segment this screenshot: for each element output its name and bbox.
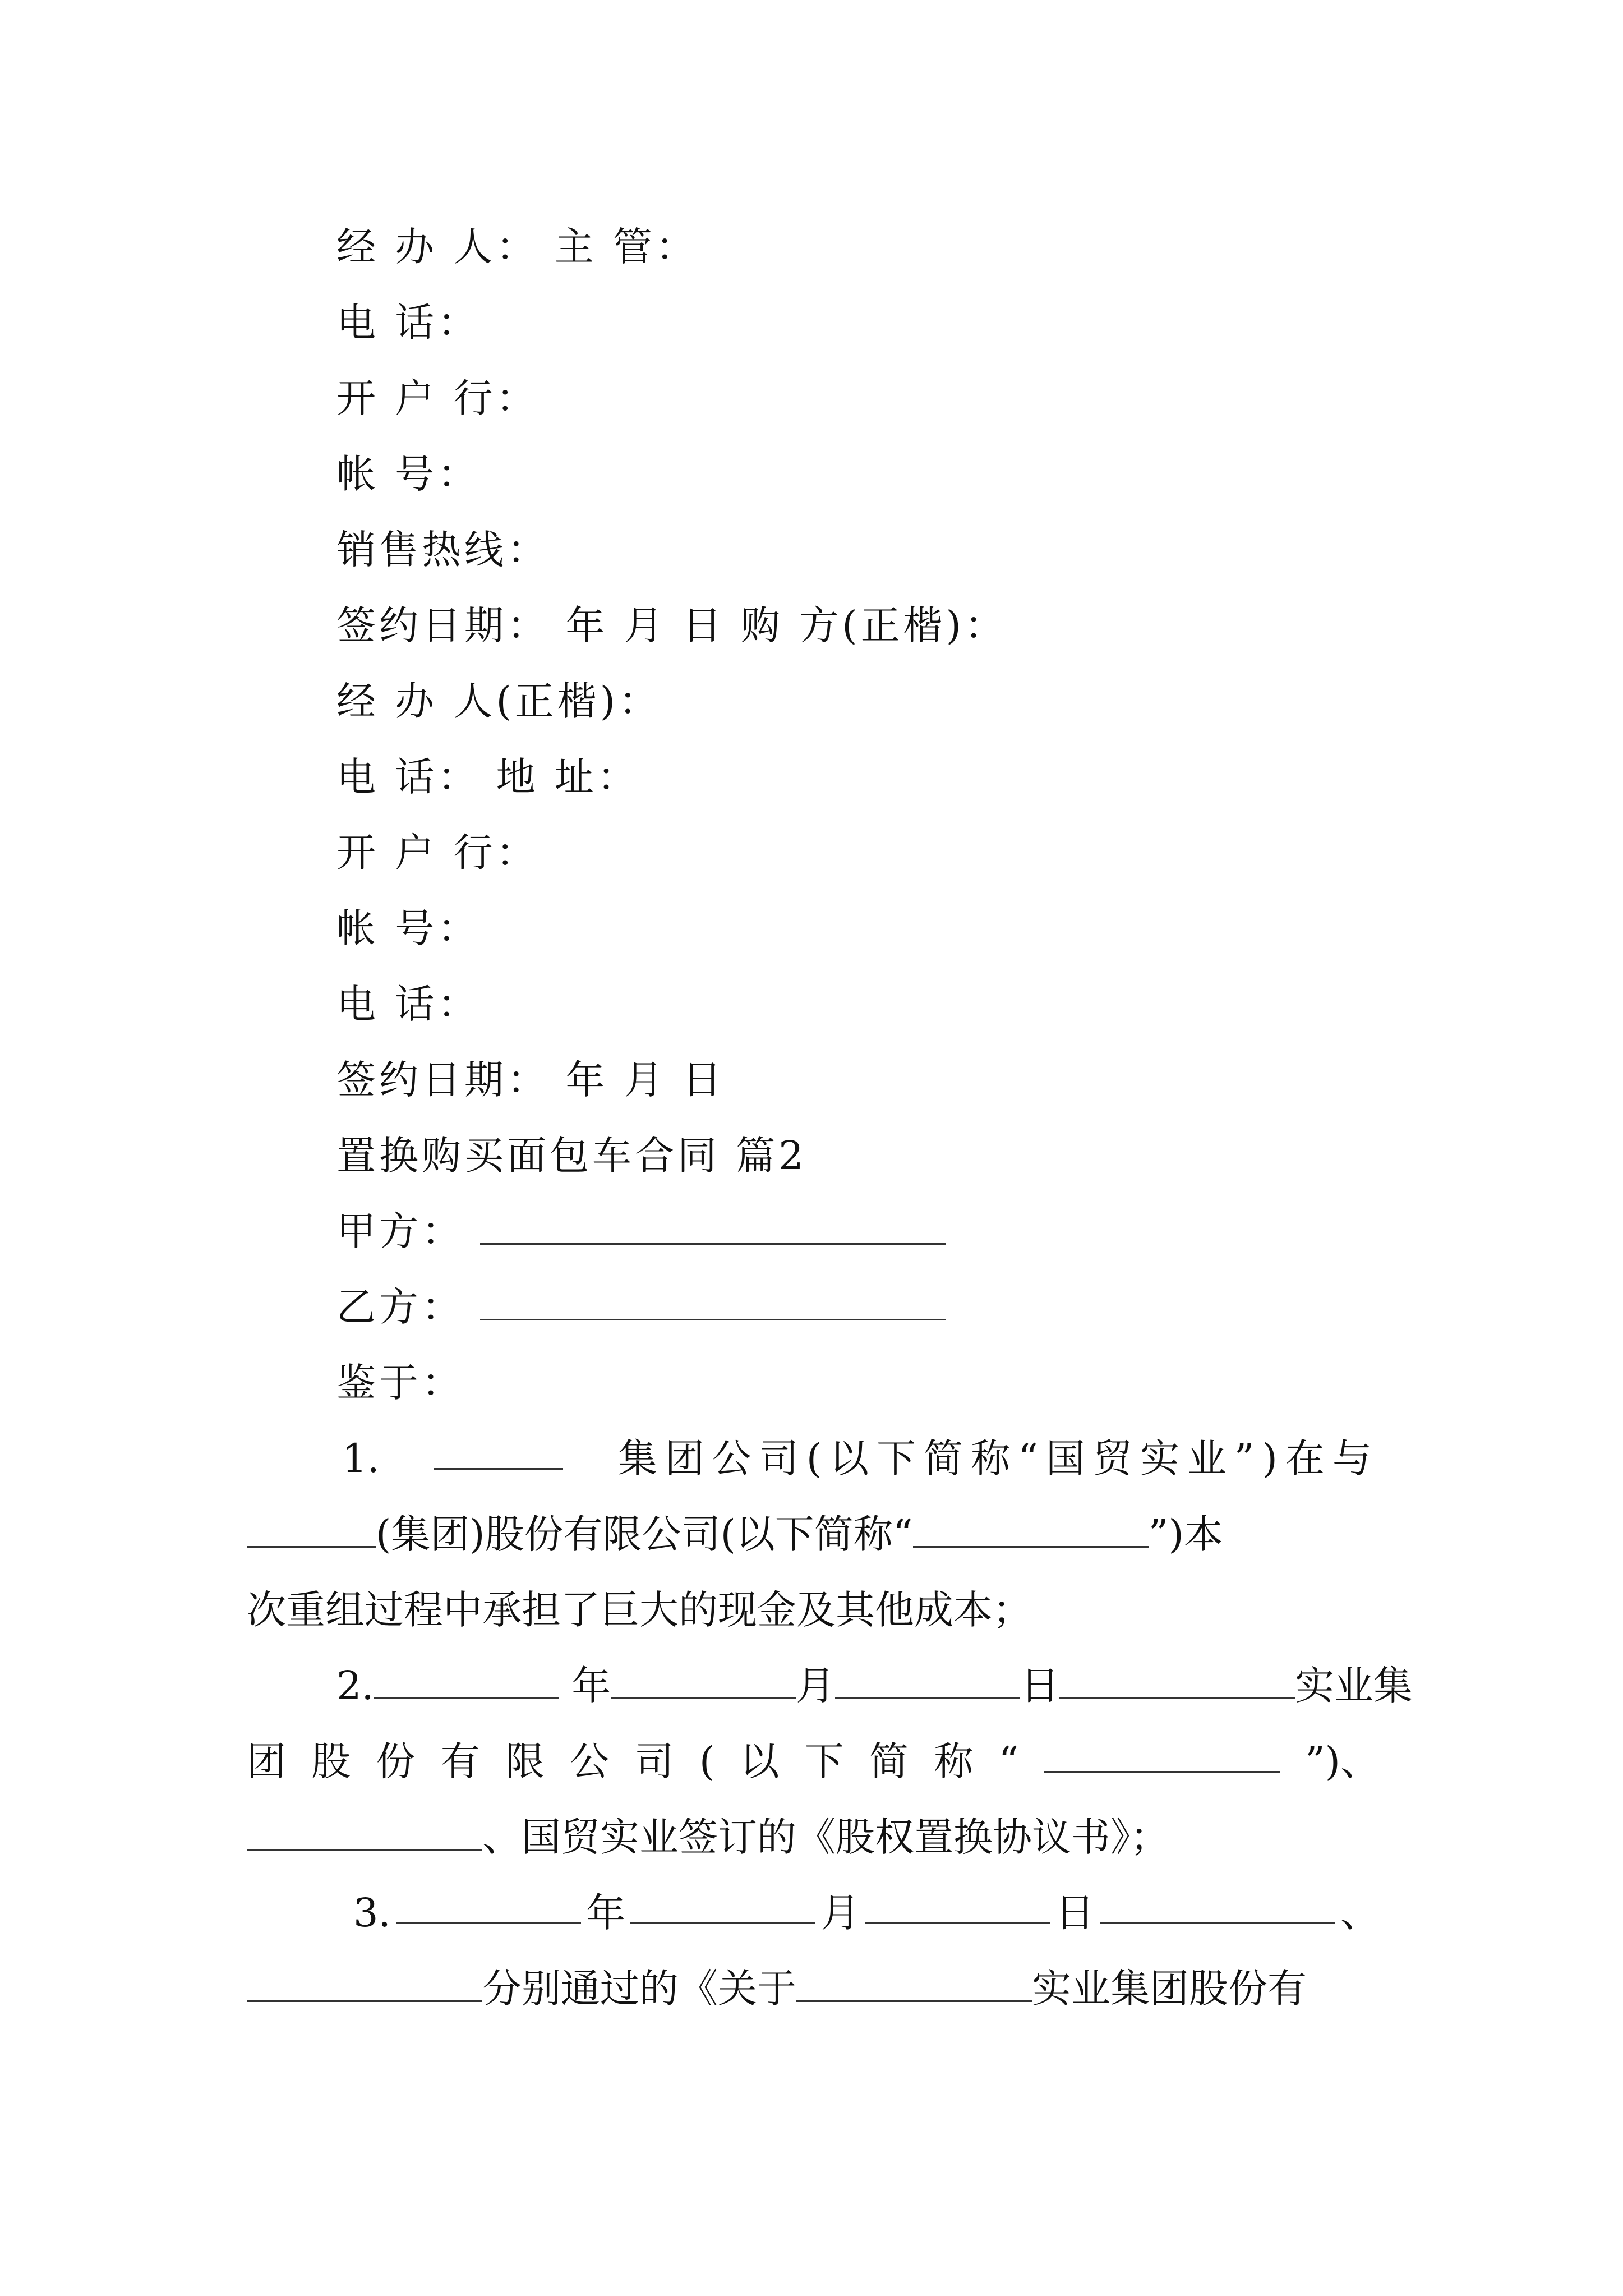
buyer-account-line: 帐 号： — [336, 905, 481, 951]
seller-account-line: 帐 号： — [336, 451, 481, 497]
party-b-label: 乙方： — [336, 1284, 464, 1330]
item2-line3-tail: 、国贸实业签订的《股权置换协议书》； — [482, 1814, 1169, 1860]
seller-bank-line: 开 户 行： — [336, 375, 539, 421]
item3-part3: 实业集团股份有 — [1032, 1966, 1307, 2012]
item2-day: 日 — [1020, 1663, 1060, 1709]
item2-char: “ — [998, 1738, 1019, 1784]
item2-blank-year — [374, 1663, 559, 1699]
item2-char: 股 — [311, 1738, 351, 1784]
item2-char: 份 — [376, 1738, 416, 1784]
buyer-phone-address-line: 电 话： 地 址： — [336, 754, 640, 800]
party-b-line — [336, 1282, 946, 1332]
item1-line1 — [342, 1433, 1380, 1484]
item2-prefix: 2. — [336, 1663, 374, 1709]
buyer-sign-date-line: 签约日期： 年 月 日 — [336, 1057, 725, 1103]
buyer-phone-line: 电 话： — [336, 981, 481, 1027]
item2-blank-party — [247, 1814, 482, 1851]
hotline-line: 销售热线： — [336, 527, 550, 573]
sign-date-buyer-line: 签约日期： 年 月 日 购 方(正楷)： — [336, 602, 1007, 648]
item2-blank-month — [611, 1663, 796, 1699]
item1-line3: 次重组过程中承担了巨大的现金及其他成本； — [247, 1587, 1032, 1633]
party-a-line — [336, 1206, 946, 1257]
item2-blank-day — [835, 1663, 1020, 1699]
party-a-label: 甲方： — [336, 1208, 464, 1254]
item1-blank-a — [434, 1433, 563, 1470]
buyer-bank-line: 开 户 行： — [336, 830, 539, 876]
seller-phone-line: 电 话： — [336, 300, 481, 346]
buyer-handler-line: 经 办 人(正楷)： — [336, 678, 662, 724]
handler-supervisor-line: 经 办 人： 主 管： — [336, 224, 699, 270]
item2-blank-company — [1059, 1663, 1295, 1699]
item2-char: 公 — [570, 1738, 610, 1784]
item2-char: 有 — [440, 1738, 480, 1784]
item2-line3 — [247, 1812, 1380, 1862]
whereas-line: 鉴于： — [336, 1360, 464, 1406]
item1-prefix: 1. — [342, 1435, 380, 1481]
item3-part2: 分别通过的《关于 — [482, 1966, 796, 2012]
item1-blank-b — [247, 1511, 376, 1548]
item2-blank-short — [1044, 1736, 1280, 1773]
item1-blank-c — [913, 1511, 1149, 1548]
item3-year: 年 — [586, 1890, 626, 1936]
item2-char: 称 — [934, 1738, 974, 1784]
item2-year: 年 — [571, 1663, 611, 1709]
item2-char: 司 — [634, 1738, 674, 1784]
item3-blank-month — [630, 1888, 815, 1924]
item3-blank-party — [247, 1966, 482, 2002]
party-a-blank — [480, 1208, 946, 1245]
item2-char: 下 — [804, 1738, 844, 1784]
item2-char: 团 — [247, 1738, 286, 1784]
item3-line1 — [353, 1888, 1380, 1938]
item2-char: ( — [699, 1738, 715, 1784]
item2-line2-end: ”)、 — [1304, 1738, 1380, 1784]
item1-part1: 集团公司(以下简称“国贸实业”)在与 — [617, 1435, 1380, 1481]
party-b-blank — [480, 1284, 946, 1320]
item2-tail1: 实业集 — [1295, 1663, 1413, 1709]
item2-line2 — [247, 1736, 1380, 1787]
item3-line2 — [247, 1963, 1380, 2014]
item3-month: 月 — [820, 1890, 860, 1936]
item2-line1 — [336, 1660, 1413, 1711]
item3-blank-name — [796, 1966, 1032, 2002]
item1-part2: (集团)股份有限公司(以下简称“ — [376, 1511, 913, 1557]
item3-end1: 、 — [1340, 1890, 1380, 1936]
item2-char: 简 — [869, 1738, 909, 1784]
item1-line2 — [247, 1509, 1380, 1559]
item2-char: 限 — [505, 1738, 545, 1784]
section-title: 置换购买面包车合同 篇2 — [336, 1133, 807, 1179]
item1-part3: ”)本 — [1148, 1511, 1223, 1557]
item2-month: 月 — [796, 1663, 836, 1709]
item3-blank-company — [1100, 1888, 1335, 1924]
item3-prefix: 3. — [353, 1890, 391, 1936]
item3-day: 日 — [1055, 1890, 1095, 1936]
item3-blank-day — [865, 1888, 1050, 1924]
item3-blank-year — [396, 1888, 581, 1924]
item2-char: 以 — [740, 1738, 780, 1784]
